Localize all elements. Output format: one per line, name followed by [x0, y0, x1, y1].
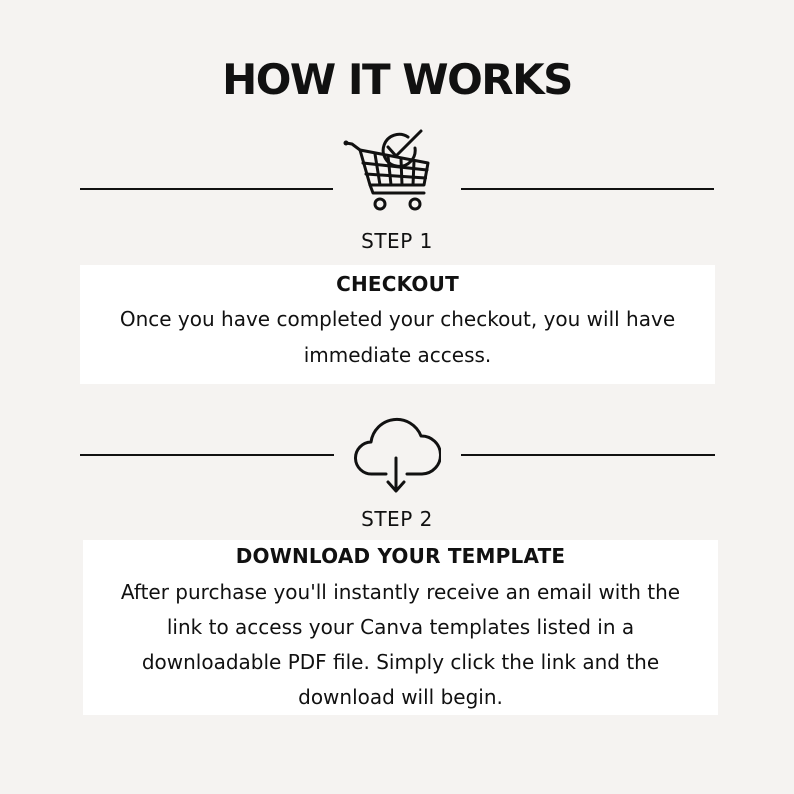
step-2-card: [83, 540, 718, 715]
step-2-heading: DOWNLOAD YOUR TEMPLATE: [235, 544, 566, 568]
step-1-heading: CHECKOUT: [336, 272, 459, 296]
shopping-cart-check-icon: [340, 128, 434, 216]
step-2-label: STEP 2: [361, 507, 433, 531]
page-title: HOW IT WORKS: [222, 55, 572, 104]
step-2-description: After purchase you'll instantly receive an email with the link to access your Canva templates listed in a downloadable PDF file. Simply click the link and the download will begin.: [120, 580, 681, 709]
step-1-card: [80, 265, 715, 384]
step-1-description: Once you have completed your checkout, you will have immediate access.: [119, 307, 676, 367]
step-1-label: STEP 1: [361, 229, 433, 253]
divider-left-step-2: [80, 454, 334, 456]
divider-right-step-1: [461, 188, 714, 190]
divider-right-step-2: [461, 454, 715, 456]
cloud-download-icon: [353, 412, 441, 496]
divider-left-step-1: [80, 188, 333, 190]
